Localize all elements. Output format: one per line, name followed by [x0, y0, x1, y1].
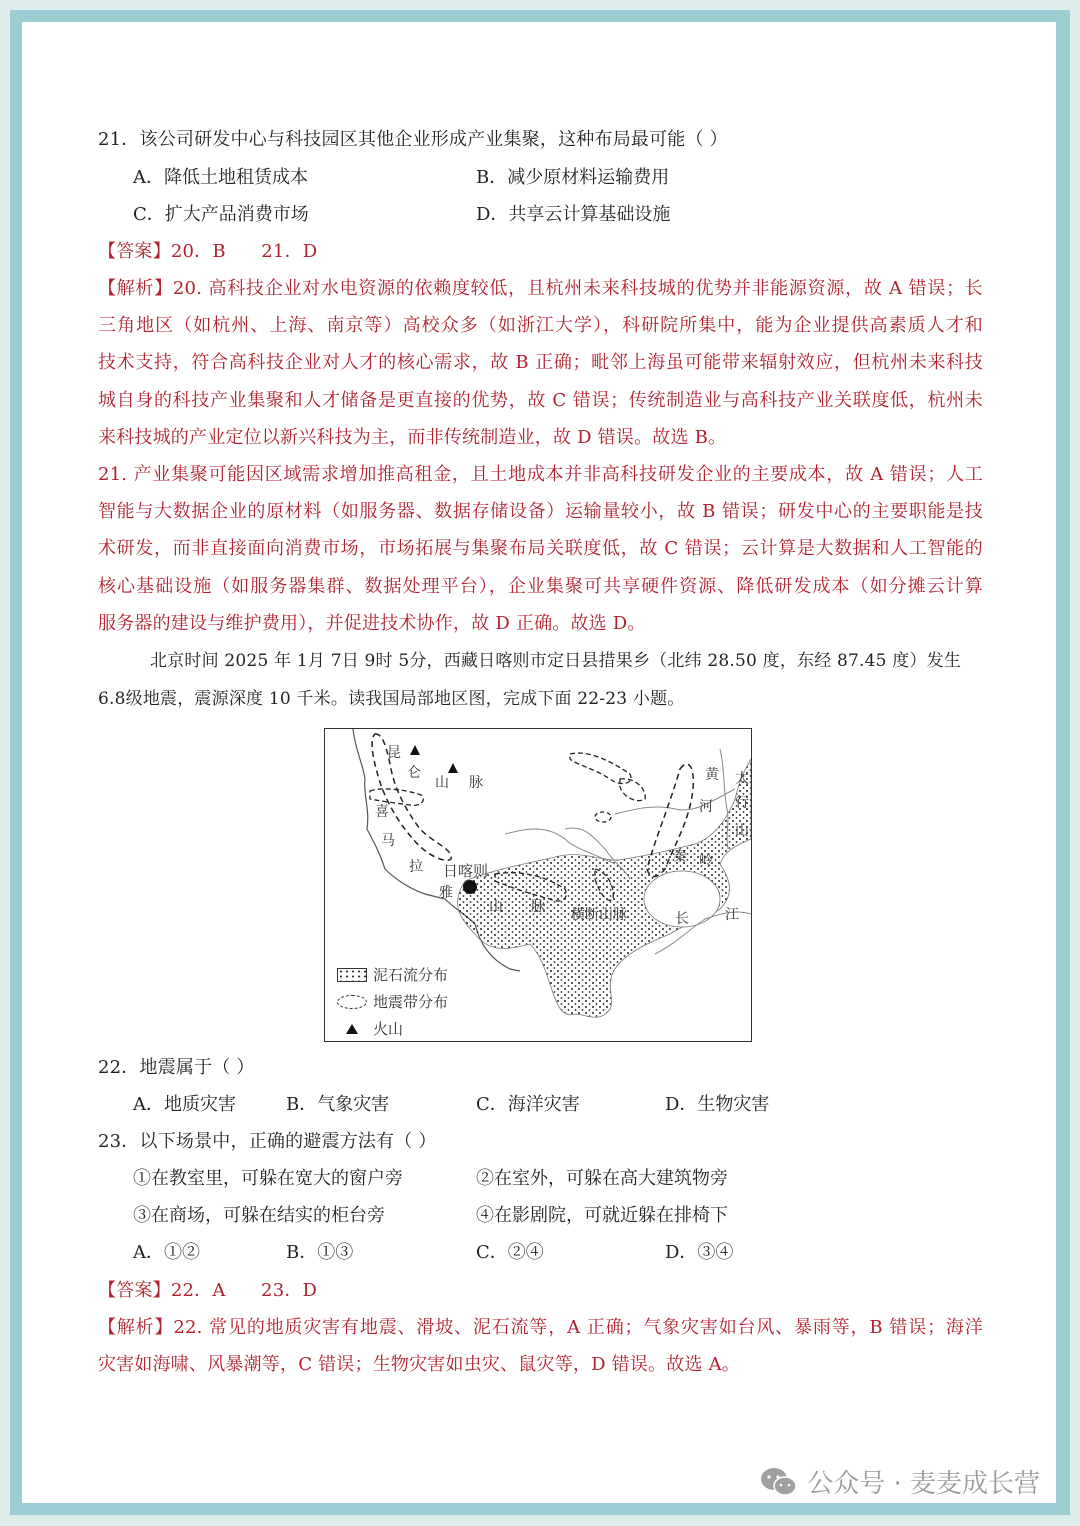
map-label-himalaya-5: 山 [489, 899, 503, 915]
q21-option-d: D．共享云计算基础设施 [476, 204, 671, 225]
q22-option-d: D．生物灾害 [665, 1094, 770, 1115]
q23-option-c: C．②④ [476, 1242, 544, 1263]
map-label-himalaya-6: 脉 [531, 899, 545, 915]
map-label-himalaya-1: 喜 [375, 804, 389, 820]
map-label-himalaya-3: 拉 [409, 859, 423, 875]
analysis-label: 【解析】 [98, 278, 173, 299]
q22-option-c: C．海洋灾害 [476, 1094, 580, 1115]
q23-option-a: A．①② [133, 1242, 200, 1263]
q23-statement-2: ②在室外，可躲在高大建筑物旁 [476, 1168, 728, 1189]
analysis-line: 城自身的科技产业集聚和人才储备是更直接的优势，故 C 错误；传统制造业与高科技产业关联度低，杭州未 [98, 390, 983, 411]
map-label-changjiang-1: 长 [675, 911, 689, 927]
map-label-rikaze: 日喀则 [443, 862, 489, 880]
wechat-icon [759, 1466, 799, 1498]
q21-option-c: C．扩大产品消费市场 [133, 204, 309, 225]
map-label-huanghe-1: 黄 [705, 767, 719, 783]
volcano-triangle-icon [346, 1024, 358, 1034]
map-label-kunlun-4: 脉 [469, 775, 483, 791]
map-label-qinling-1: 秦 [673, 849, 687, 865]
analysis-line: 灾害如海啸、风暴潮等，C 错误；生物灾害如虫灾、鼠灾等，D 错误。故选 A。 [98, 1354, 740, 1375]
q23-statement-4: ④在影剧院，可就近躲在排椅下 [476, 1205, 728, 1226]
map-label-taihang-1: 太 [735, 771, 749, 787]
answer-label: 【答案】 [98, 1280, 171, 1301]
map-label-qinling-2: 岭 [699, 853, 713, 869]
answer-text: 20．B 21．D [170, 241, 318, 262]
analysis-text: 20. 高科技企业对水电资源的依赖度较低，且杭州未来科技城的优势并非能源资源，故 A 错误；长 [172, 278, 983, 299]
q22-stem: 22．地震属于（ ） [98, 1057, 255, 1078]
analysis-line: 三角地区（如杭州、上海、南京等）高校众多（如浙江大学），科研院所集中，能为企业提供高素质人才和 [98, 315, 983, 336]
analysis-label: 【解析】 [98, 1317, 174, 1338]
answer-text: 22．A 23．D [170, 1280, 318, 1301]
analysis-line: 服务器的建设与维护费用），并促进技术协作，故 D 正确。故选 D。 [98, 613, 646, 634]
intro-line: 6.8级地震，震源深度 10 千米。读我国局部地区图，完成下面 22-23 小题。 [98, 689, 685, 709]
map-label-kunlun-3: 山 [435, 775, 449, 791]
q22-option-b: B．气象灾害 [286, 1094, 390, 1115]
legend-label: 火山 [373, 1020, 404, 1038]
analysis-line: 术研发，而非直接面向消费市场，市场拓展与集聚布局关联度低，故 C 错误；云计算是大数据和人工智能的 [98, 538, 983, 559]
legend-label: 泥石流分布 [373, 966, 449, 984]
analysis-line [98, 278, 983, 300]
legend-debris-flow [337, 964, 448, 985]
map-label-hengduan: 横断山脉 [571, 907, 627, 923]
legend-volcano [337, 1018, 403, 1039]
map-label-taihang-3: 山 [735, 823, 749, 839]
dashed-oval-icon [337, 995, 367, 1009]
analysis-line: 核心基础设施（如服务器集群、数据处理平台），企业集聚可共享硬件资源、降低研发成本（如分摊云计算 [98, 576, 983, 597]
analysis-line: 智能与大数据企业的原材料（如服务器、数据存储设备）运输量较小，故 B 错误；研发中心的主要职能是技 [98, 501, 983, 522]
regional-map [324, 728, 752, 1042]
watermark [759, 1463, 1040, 1500]
map-label-changjiang-2: 江 [725, 907, 739, 923]
analysis-line: 技术支持，符合高科技企业对人才的核心需求，故 B 正确；毗邻上海虽可能带来辐射效应，但杭州未来科技 [98, 352, 983, 373]
dots-pattern-icon [337, 968, 367, 982]
map-label-kunlun-2: 仑 [407, 765, 421, 781]
map-label-taihang-2: 行 [735, 795, 749, 811]
q23-statement-1: ①在教室里，可躲在宽大的窗户旁 [133, 1168, 403, 1189]
q23-statement-3: ③在商场，可躲在结实的柜台旁 [133, 1205, 385, 1226]
map-label-kunlun-1: 昆 [387, 745, 401, 761]
q21-stem: 21．该公司研发中心与科技园区其他企业形成产业集聚，这种布局最可能（ ） [98, 129, 728, 150]
map-label-himalaya-4: 雅 [439, 885, 453, 901]
analysis-text: 22. 常见的地质灾害有地震、滑坡、泥石流等，A 正确；气象灾害如台风、暴雨等，B 错误；海洋 [173, 1317, 983, 1338]
intro-line: 北京时间 2025 年 1月 7日 9时 5分，西藏日喀则市定日县措果乡（北纬 28.50 度，东经 87.45 度）发生 [150, 651, 962, 671]
legend-label: 地震带分布 [373, 993, 449, 1011]
q23-stem: 23．以下场景中，正确的避震方法有（ ） [98, 1131, 437, 1152]
q21-option-b: B．减少原材料运输费用 [476, 167, 670, 188]
answer-20-21 [98, 241, 317, 263]
analysis-line: 来科技城的产业定位以新兴科技为主，而非传统制造业，故 D 错误。故选 B。 [98, 427, 727, 448]
q23-option-b: B．①③ [286, 1242, 354, 1263]
answer-label: 【答案】 [98, 241, 171, 262]
map-label-himalaya-2: 马 [381, 833, 395, 849]
q22-option-a: A．地质灾害 [133, 1094, 236, 1115]
analysis-line: 21. 产业集聚可能因区域需求增加推高租金，且土地成本并非高科技研发企业的主要成本，故 A 错误；人工 [98, 464, 983, 485]
analysis-line [98, 1317, 983, 1339]
q21-option-a: A．降低土地租赁成本 [133, 167, 308, 188]
watermark-text: 公众号 · 麦麦成长营 [807, 1469, 1040, 1499]
answer-22-23 [98, 1280, 317, 1302]
q23-option-d: D．③④ [665, 1242, 734, 1263]
legend-seismic-belt [337, 991, 448, 1012]
map-label-huanghe-2: 河 [699, 799, 713, 815]
